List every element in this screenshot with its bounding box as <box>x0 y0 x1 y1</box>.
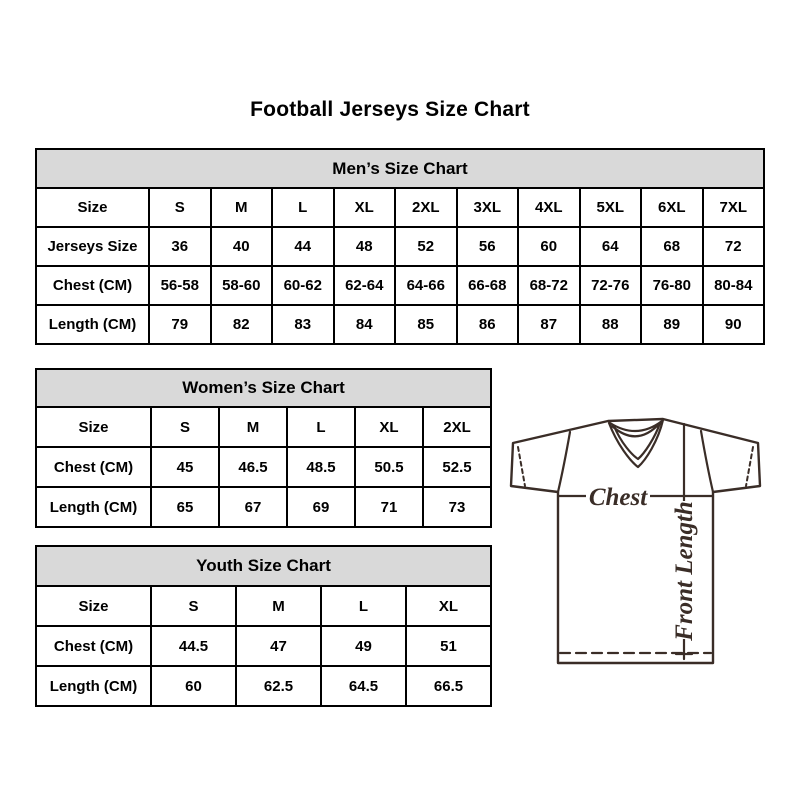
table-cell: 73 <box>423 487 491 527</box>
youth-table-title: Youth Size Chart <box>36 546 491 586</box>
table-cell: L <box>321 586 406 626</box>
table-row <box>36 666 491 706</box>
table-row <box>36 188 764 227</box>
table-row <box>36 227 764 266</box>
row-header-cell: Length (CM) <box>36 666 151 706</box>
table-cell: 68 <box>641 227 703 266</box>
row-header-cell: Length (CM) <box>36 487 151 527</box>
table-cell: 49 <box>321 626 406 666</box>
table-cell: 80-84 <box>703 266 765 305</box>
table-cell: 56-58 <box>149 266 211 305</box>
row-header-cell: Size <box>36 188 149 227</box>
row-header-cell: Chest (CM) <box>36 626 151 666</box>
left-cuff-dashed-line <box>518 447 525 486</box>
table-cell: 52 <box>395 227 457 266</box>
table-cell: 2XL <box>423 407 491 447</box>
table-cell: 46.5 <box>219 447 287 487</box>
table-cell: 86 <box>457 305 519 344</box>
table-cell: 44 <box>272 227 334 266</box>
row-header-cell: Chest (CM) <box>36 447 151 487</box>
table-cell: 58-60 <box>211 266 273 305</box>
table-cell: 47 <box>236 626 321 666</box>
table-cell: 64-66 <box>395 266 457 305</box>
table-cell: 50.5 <box>355 447 423 487</box>
table-cell: XL <box>406 586 491 626</box>
table-cell: M <box>236 586 321 626</box>
table-cell: S <box>149 188 211 227</box>
table-cell: 60 <box>151 666 236 706</box>
table-cell: S <box>151 407 219 447</box>
table-cell: 60-62 <box>272 266 334 305</box>
table-cell: 72 <box>703 227 765 266</box>
table-cell: 52.5 <box>423 447 491 487</box>
page-title: Football Jerseys Size Chart <box>250 98 530 121</box>
table-row <box>36 447 491 487</box>
table-cell: 45 <box>151 447 219 487</box>
table-cell: 82 <box>211 305 273 344</box>
table-row <box>36 586 491 626</box>
table-cell: 7XL <box>703 188 765 227</box>
table-cell: 68-72 <box>518 266 580 305</box>
table-cell: 48 <box>334 227 396 266</box>
row-header-cell: Size <box>36 586 151 626</box>
youth-size-table <box>35 545 492 707</box>
mens-size-table <box>35 148 765 345</box>
row-header-cell: Chest (CM) <box>36 266 149 305</box>
jersey-diagram <box>500 403 780 693</box>
table-cell: 62.5 <box>236 666 321 706</box>
table-cell: 87 <box>518 305 580 344</box>
front-length-label: Front Length <box>671 501 698 641</box>
jersey-right-armhole-seam <box>701 431 713 492</box>
row-header-cell: Jerseys Size <box>36 227 149 266</box>
table-cell: 69 <box>287 487 355 527</box>
row-header-cell: Length (CM) <box>36 305 149 344</box>
womens-size-table <box>35 368 492 528</box>
table-cell: S <box>151 586 236 626</box>
table-cell: 66.5 <box>406 666 491 706</box>
table-cell: 89 <box>641 305 703 344</box>
table-cell: 5XL <box>580 188 642 227</box>
table-row <box>36 626 491 666</box>
table-cell: 56 <box>457 227 519 266</box>
table-cell: 40 <box>211 227 273 266</box>
table-cell: 71 <box>355 487 423 527</box>
row-header-cell: Size <box>36 407 151 447</box>
table-cell: 65 <box>151 487 219 527</box>
jersey-outline <box>511 419 760 663</box>
table-cell: 76-80 <box>641 266 703 305</box>
table-cell: 88 <box>580 305 642 344</box>
table-cell: 44.5 <box>151 626 236 666</box>
table-row <box>36 305 764 344</box>
table-cell: 48.5 <box>287 447 355 487</box>
table-cell: 90 <box>703 305 765 344</box>
table-cell: 3XL <box>457 188 519 227</box>
table-cell: 2XL <box>395 188 457 227</box>
table-cell: 84 <box>334 305 396 344</box>
womens-table-title: Women’s Size Chart <box>36 369 491 407</box>
mens-table-title: Men’s Size Chart <box>36 149 764 188</box>
table-cell: 4XL <box>518 188 580 227</box>
table-cell: 66-68 <box>457 266 519 305</box>
table-cell: L <box>272 188 334 227</box>
table-cell: XL <box>355 407 423 447</box>
table-cell: 83 <box>272 305 334 344</box>
table-cell: 51 <box>406 626 491 666</box>
table-cell: M <box>219 407 287 447</box>
jersey-collar <box>609 420 663 467</box>
table-row <box>36 407 491 447</box>
right-cuff-dashed-line <box>746 447 753 486</box>
table-cell: 64.5 <box>321 666 406 706</box>
table-cell: 67 <box>219 487 287 527</box>
table-cell: 72-76 <box>580 266 642 305</box>
jersey-left-armhole-seam <box>558 432 570 492</box>
chest-label: Chest <box>588 484 648 511</box>
table-cell: L <box>287 407 355 447</box>
table-row <box>36 487 491 527</box>
table-cell: XL <box>334 188 396 227</box>
table-cell: M <box>211 188 273 227</box>
table-cell: 6XL <box>641 188 703 227</box>
table-cell: 36 <box>149 227 211 266</box>
table-cell: 64 <box>580 227 642 266</box>
table-cell: 60 <box>518 227 580 266</box>
table-cell: 79 <box>149 305 211 344</box>
table-cell: 85 <box>395 305 457 344</box>
table-row <box>36 266 764 305</box>
table-cell: 62-64 <box>334 266 396 305</box>
